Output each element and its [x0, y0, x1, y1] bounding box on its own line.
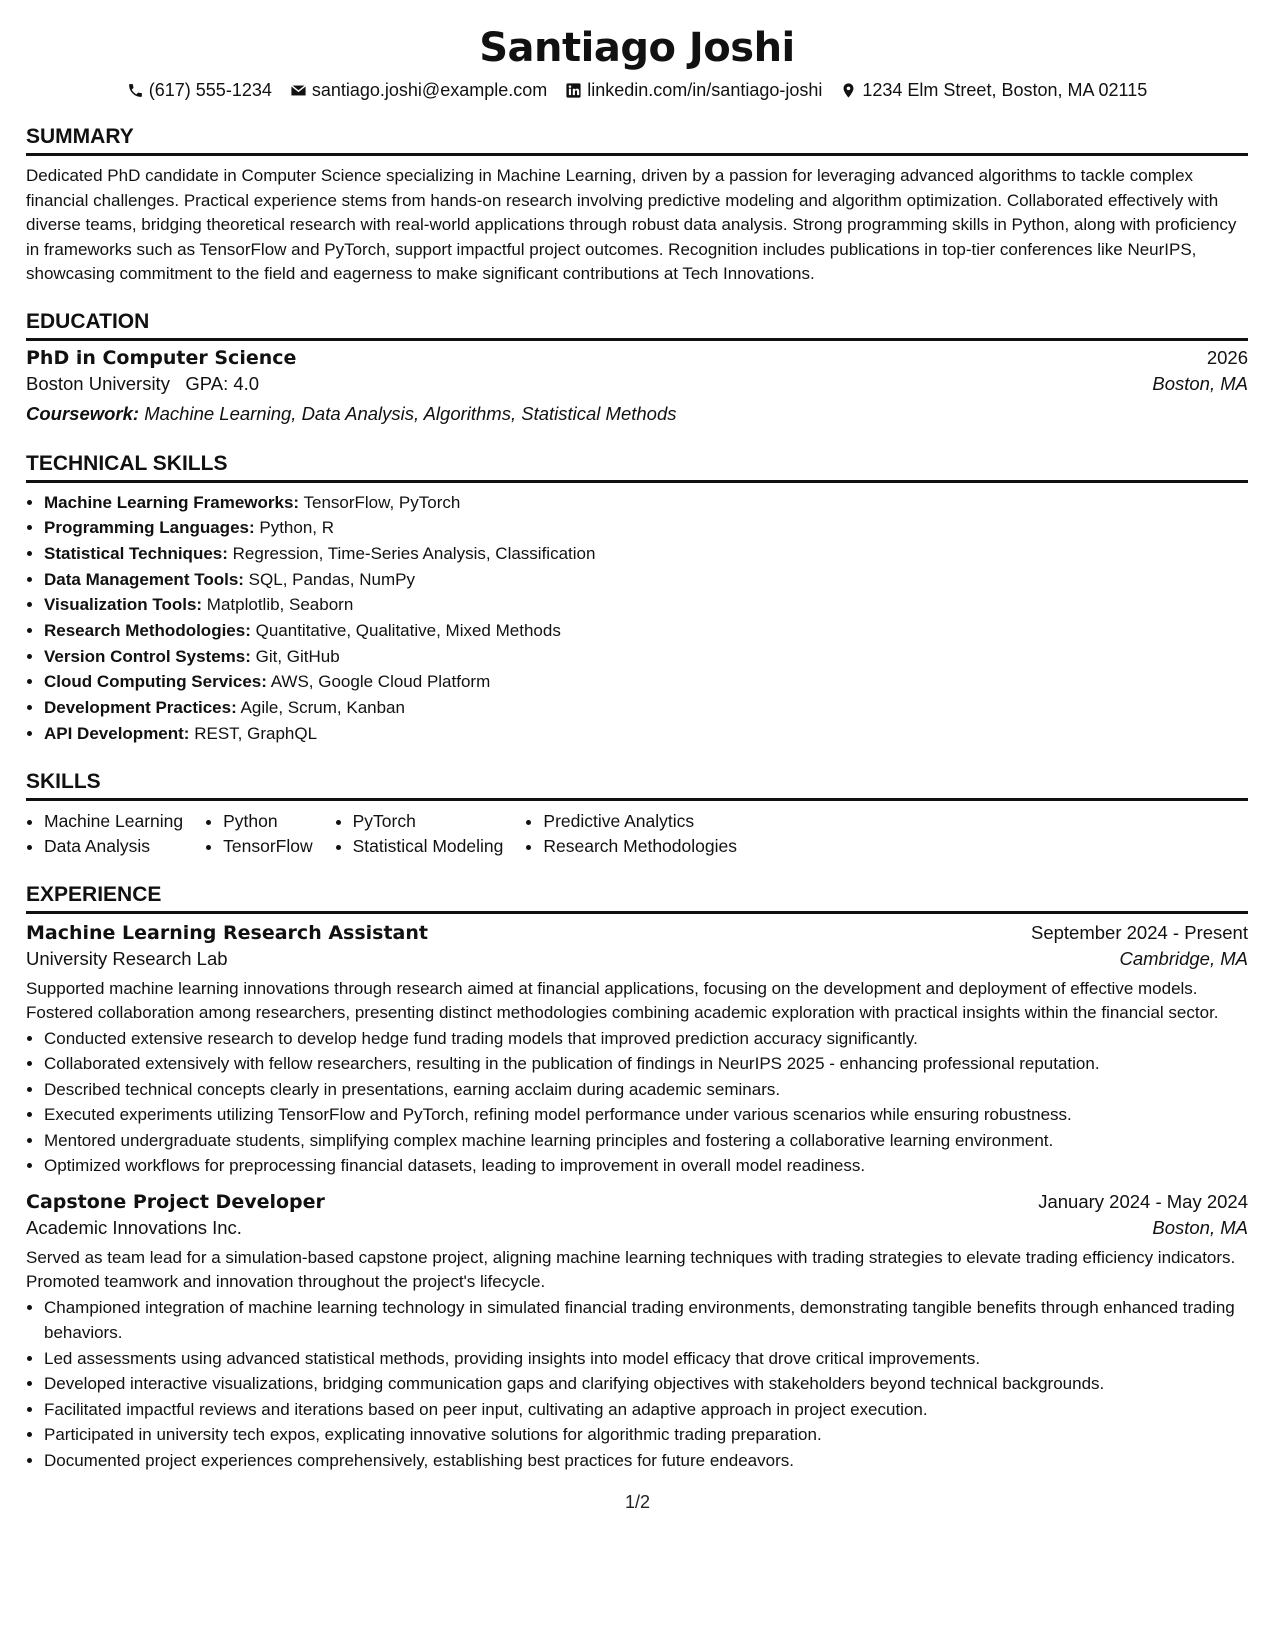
list-item: • Conducted extensive research to develop hedge fund trading models that improved prediction accuracy significantly.	[44, 1026, 1248, 1052]
school-location: Boston, MA	[1152, 372, 1248, 394]
list-item: • Facilitated impactful reviews and iterations based on peer input, cultivating an adaptive approach in project execution.	[44, 1397, 1248, 1423]
summary-section	[26, 124, 1248, 287]
email-text[interactable]: santiago.joshi@example.com	[311, 80, 548, 100]
job-dates: September 2024 - Present	[1031, 921, 1248, 943]
list-item: • Documented project experiences comprehensively, establishing best practices for future endeavors.	[44, 1448, 1248, 1474]
list-item: • Statistical Modeling	[353, 834, 504, 860]
summary-text: Dedicated PhD candidate in Computer Science specializing in Machine Learning, driven by a passion for leveraging advanced algorithms to tackle complex financial challenges. Practical experience stems from hands-on research involving predictive modeling and algorithm optimization. Collaborated effectively with diverse teams, bridging theoretical research with real-world applications through robust data analysis. Strong programming skills in Python, along with proficiency in frameworks such as TensorFlow and PyTorch, support impactful project outcomes. Recognition includes publications in top-tier conferences like NeurIPS, showcasing commitment to the field and eagerness to make significant contributions at Tech Innovations.	[26, 166, 1237, 283]
skill-label: Version Control Systems:	[44, 646, 251, 666]
job-header-row	[26, 922, 1248, 944]
coursework-label: Coursework:	[26, 402, 140, 424]
contact-bar	[26, 78, 1248, 102]
skills-column	[525, 809, 737, 860]
list-item	[44, 567, 1248, 593]
skill-label: Research Methodologies:	[44, 621, 251, 641]
skill-value: Quantitative, Qualitative, Mixed Methods	[255, 621, 561, 641]
graduation-year: 2026	[1206, 346, 1248, 368]
page-number: 1/2	[624, 1492, 651, 1512]
job-role: Capstone Project Developer	[26, 1190, 325, 1213]
section-title-experience: EXPERIENCE	[26, 882, 1248, 914]
list-item	[44, 515, 1248, 541]
skill-label: Data Management Tools:	[44, 569, 244, 589]
skill-label: Cloud Computing Services:	[44, 672, 267, 692]
list-item: • PyTorch	[353, 809, 504, 835]
section-title-education: EDUCATION	[26, 309, 1248, 341]
skill-value: Git, GitHub	[255, 646, 340, 666]
skill-value: SQL, Pandas, NumPy	[248, 569, 415, 589]
job-org-row	[26, 1213, 1248, 1243]
skill-label: Programming Languages:	[44, 518, 255, 538]
job-bullets	[26, 1026, 1248, 1179]
list-item: • Led assessments using advanced statistical methods, providing insights into model efficacy that drove critical improvements.	[44, 1346, 1248, 1372]
linkedin-icon	[565, 82, 582, 99]
list-item: • Executed experiments utilizing TensorFlow and PyTorch, refining model performance under various scenarios while ensuring robustness.	[44, 1102, 1248, 1128]
linkedin-text[interactable]: linkedin.com/in/santiago-joshi	[587, 80, 823, 100]
experience-section	[26, 882, 1248, 1474]
phone-icon	[127, 82, 144, 99]
list-item	[44, 618, 1248, 644]
list-item	[44, 490, 1248, 516]
skill-value: REST, GraphQL	[194, 723, 318, 743]
skill-value: Matplotlib, Seaborn	[206, 595, 354, 615]
list-item	[44, 669, 1248, 695]
education-section	[26, 309, 1248, 429]
list-item	[44, 541, 1248, 567]
list-item: • Participated in university tech expos, explicating innovative solutions for algorithmic trading preparation.	[44, 1422, 1248, 1448]
skills-column	[26, 809, 183, 860]
technical-skills-list	[26, 490, 1248, 747]
list-item: • Data Analysis	[44, 834, 183, 860]
job-summary: Served as team lead for a simulation-based capstone project, aligning machine learning techniques with trading strategies to elevate trading efficiency indicators. Promoted teamwork and innovation throughout the project's lifecycle.	[26, 1247, 1236, 1292]
list-item: • Mentored undergraduate students, simplifying complex machine learning principles and fostering a collaborative learning environment.	[44, 1128, 1248, 1154]
degree: PhD in Computer Science	[26, 346, 297, 369]
contact-address	[840, 78, 1147, 102]
job-dates: January 2024 - May 2024	[1038, 1190, 1248, 1212]
list-item: • TensorFlow	[223, 834, 312, 860]
job-org: Academic Innovations Inc.	[26, 1216, 242, 1238]
list-item	[44, 644, 1248, 670]
job-org: University Research Lab	[26, 947, 228, 969]
list-item: • Python	[223, 809, 312, 835]
job-org-row	[26, 944, 1248, 974]
job-entry	[26, 1191, 1248, 1474]
section-title-technical-skills: TECHNICAL SKILLS	[26, 451, 1248, 483]
list-item: • Research Methodologies	[543, 834, 737, 860]
contact-phone	[127, 78, 272, 102]
skills-column	[335, 809, 504, 860]
job-location: Cambridge, MA	[1119, 947, 1248, 969]
contact-email[interactable]	[290, 78, 547, 102]
coursework-row	[26, 399, 1248, 429]
location-icon	[840, 82, 857, 99]
skill-label: Development Practices:	[44, 698, 237, 718]
education-header-row	[26, 347, 1248, 369]
skills-section	[26, 769, 1248, 860]
list-item: • Predictive Analytics	[543, 809, 737, 835]
section-title-summary: SUMMARY	[26, 124, 1248, 156]
education-school-row	[26, 369, 1248, 399]
list-item: • Championed integration of machine learning technology in simulated financial trading environments, demonstrating tangible benefits through enhanced trading behaviors.	[44, 1295, 1248, 1346]
job-role: Machine Learning Research Assistant	[26, 921, 428, 944]
gpa: GPA: 4.0	[185, 372, 260, 394]
coursework-list: Machine Learning, Data Analysis, Algorithms, Statistical Methods	[144, 402, 677, 424]
skill-value: Regression, Time-Series Analysis, Classification	[232, 543, 596, 563]
list-item: • Collaborated extensively with fellow researchers, resulting in the publication of findings in NeurIPS 2025 - enhancing professional reputation.	[44, 1051, 1248, 1077]
skill-value: Python, R	[259, 518, 335, 538]
list-item	[44, 695, 1248, 721]
school-name: Boston University	[26, 372, 170, 394]
job-entry	[26, 922, 1248, 1179]
candidate-name: Santiago Joshi	[479, 25, 795, 71]
skill-label: Visualization Tools:	[44, 595, 203, 615]
job-bullets	[26, 1295, 1248, 1474]
section-title-skills: SKILLS	[26, 769, 1248, 801]
address-text: 1234 Elm Street, Boston, MA 02115	[862, 80, 1148, 100]
contact-linkedin[interactable]	[565, 78, 822, 102]
resume-page	[26, 20, 1248, 1473]
job-header-row	[26, 1191, 1248, 1213]
mail-icon	[290, 82, 307, 99]
skill-value: TensorFlow, PyTorch	[303, 492, 461, 512]
list-item: • Machine Learning	[44, 809, 183, 835]
skill-value: Agile, Scrum, Kanban	[240, 698, 405, 718]
skill-label: API Development:	[44, 723, 190, 743]
list-item	[44, 592, 1248, 618]
skills-grid	[26, 809, 1248, 860]
job-summary: Supported machine learning innovations through research aimed at financial applications, focusing on the development and deployment of effective models. Fostered collaboration among researchers, presenting distinct methodologies combining academic exploration with practical insights within the financial sector.	[26, 978, 1219, 1023]
list-item	[44, 721, 1248, 747]
job-location: Boston, MA	[1152, 1216, 1248, 1238]
skills-column	[205, 809, 312, 860]
phone-text: (617) 555-1234	[148, 80, 272, 100]
skill-label: Machine Learning Frameworks:	[44, 492, 300, 512]
skill-value: AWS, Google Cloud Platform	[270, 672, 491, 692]
list-item: • Developed interactive visualizations, bridging communication gaps and clarifying objectives with stakeholders beyond technical backgrounds.	[44, 1371, 1248, 1397]
list-item: • Optimized workflows for preprocessing financial datasets, leading to improvement in overall model readiness.	[44, 1153, 1248, 1179]
list-item: • Described technical concepts clearly in presentations, earning acclaim during academic seminars.	[44, 1077, 1248, 1103]
technical-skills-section	[26, 451, 1248, 747]
skill-label: Statistical Techniques:	[44, 543, 228, 563]
